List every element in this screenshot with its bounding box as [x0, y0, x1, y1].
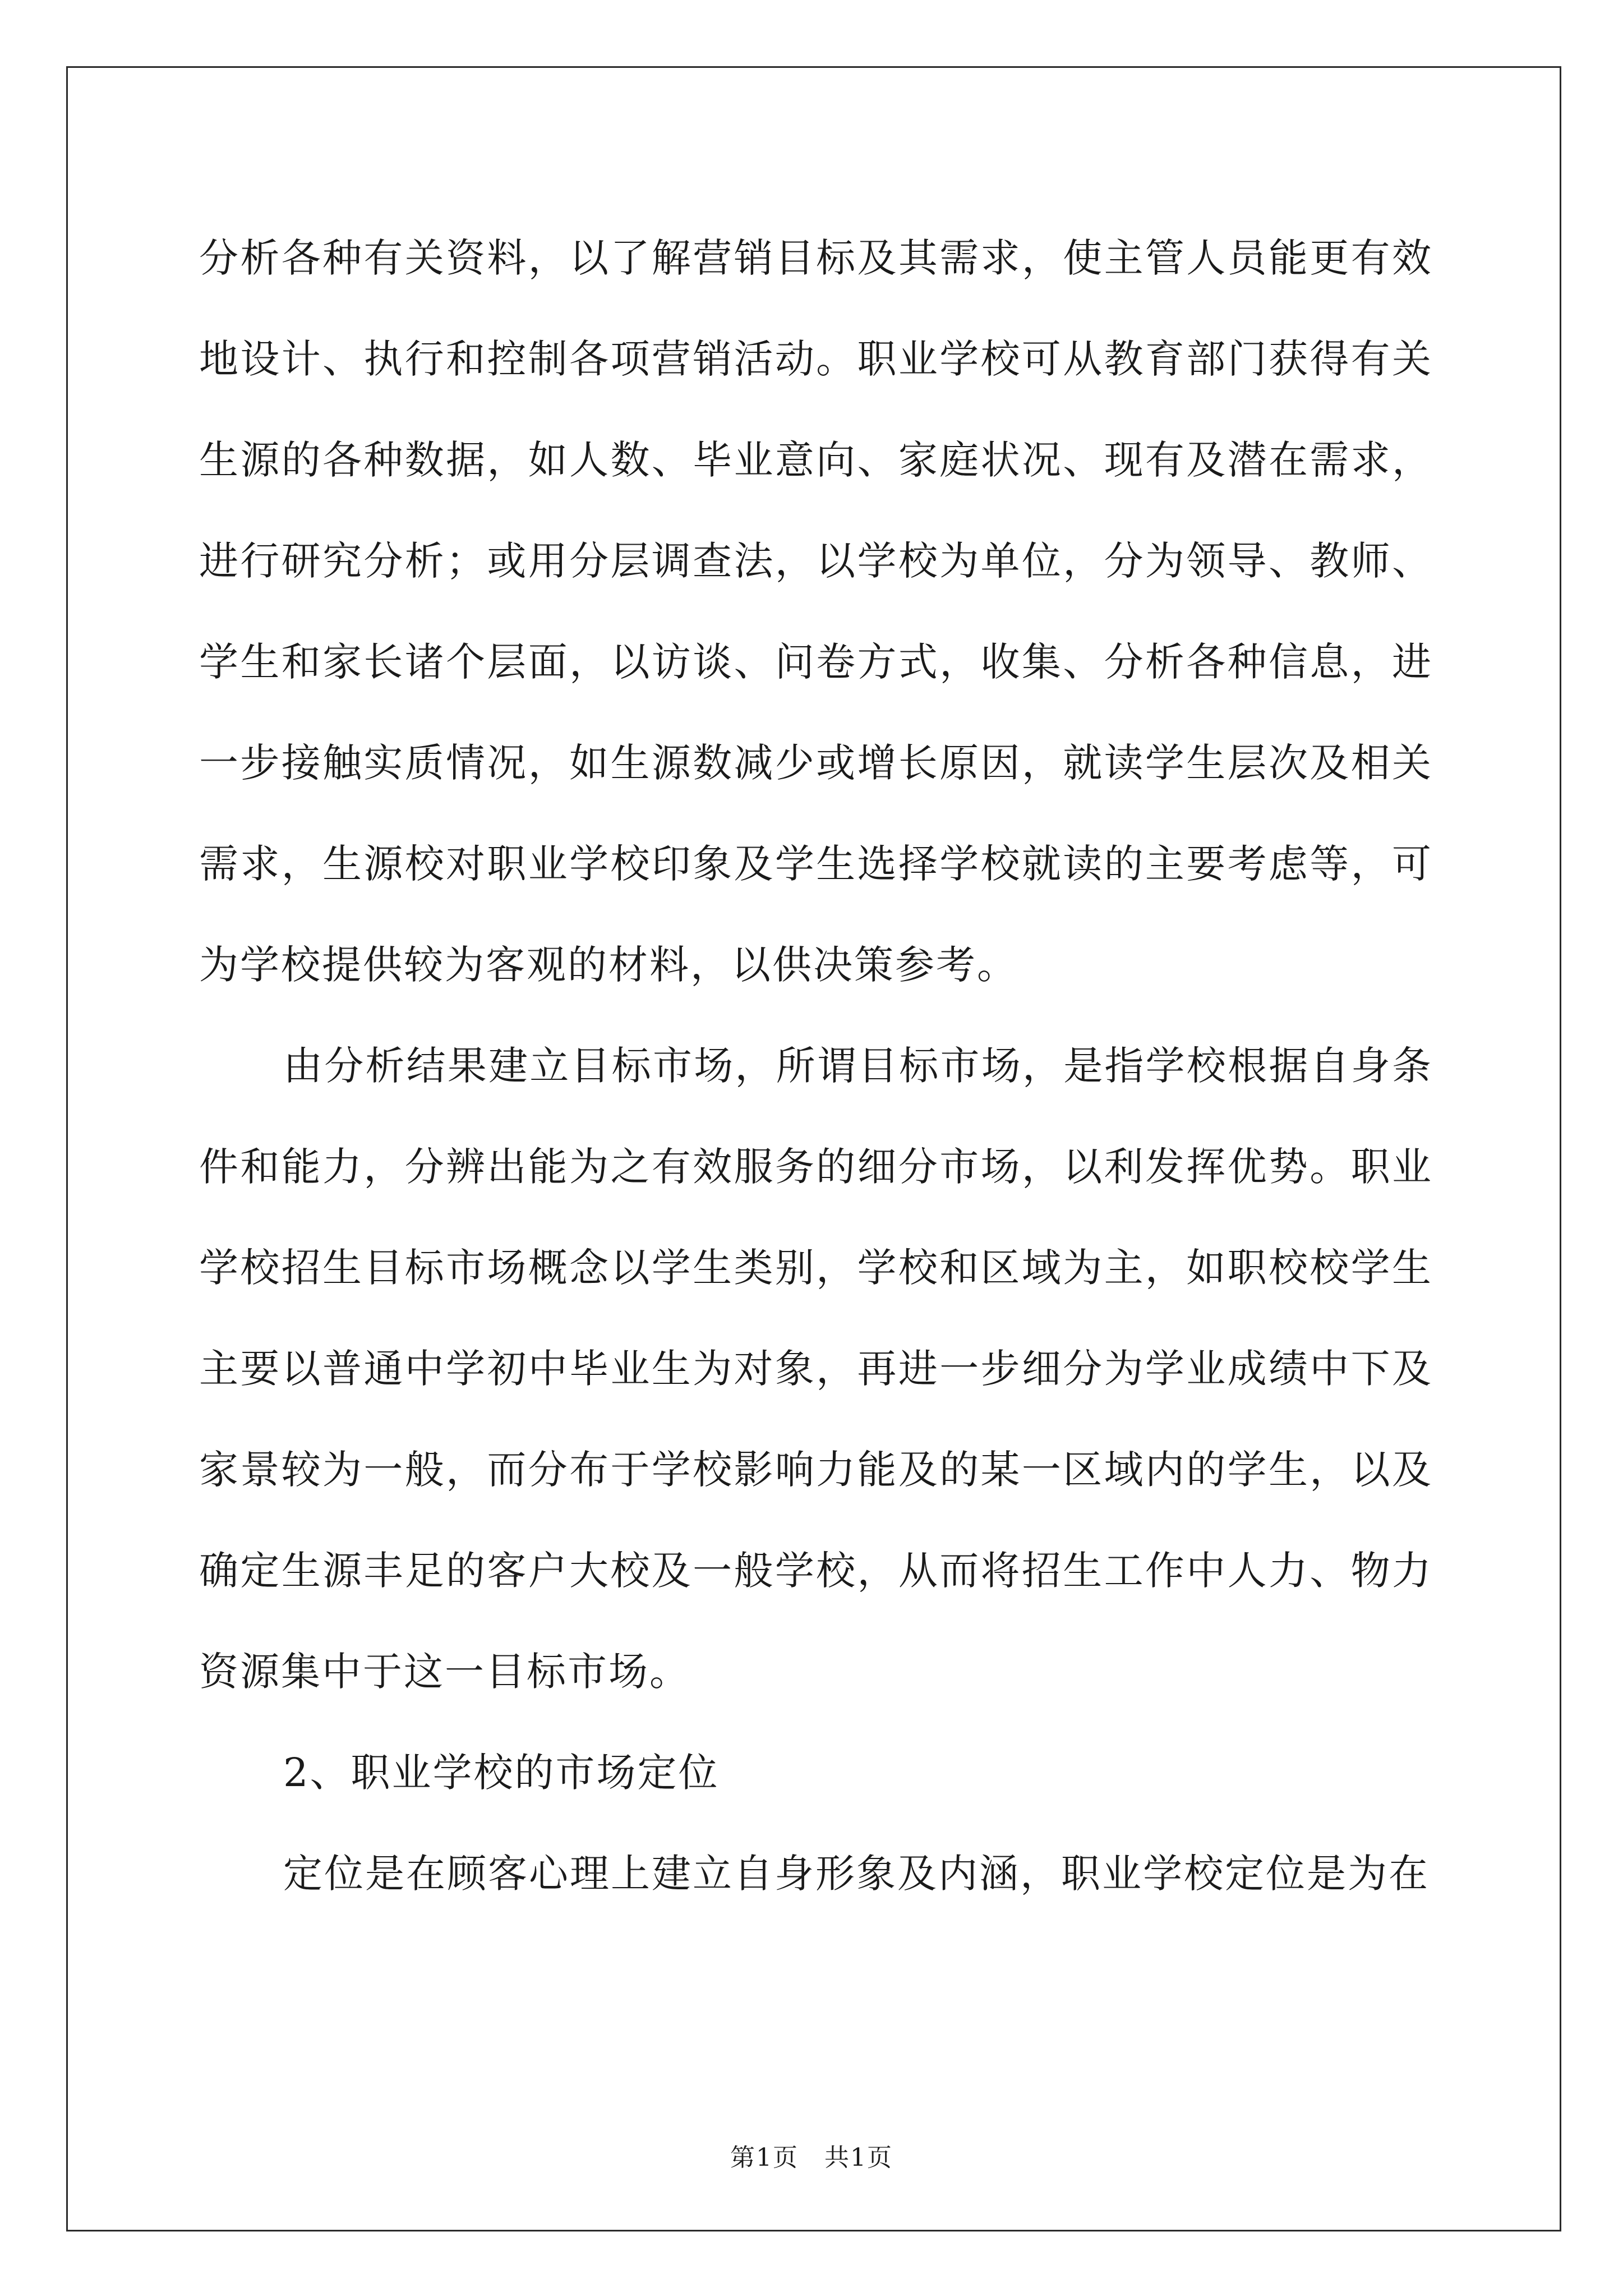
- document-body: [199, 208, 1433, 1924]
- section-heading: 2、职业学校的市场定位: [283, 1750, 720, 1796]
- paragraph-1: 分析各种有关资料，以了解营销目标及其需求，使主管人员能更有效地设计、执行和控制各项营销活动。职业学校可从教育部门获得有关生源的各种数据，如人数、毕业意向、家庭状况、现有及潜在需求，进行研究分析；或用分层调查法，以学校为单位，分为领导、教师、学生和家长诸个层面，以访谈、问卷方式，收集、分析各种信息，进一步接触实质情况，如生源数减少或增长原因，就读学生层次及相关需求，生源校对职业学校印象及学生选择学校就读的主要考虑等，可为学校提供较为客观的材料，以供决策参考。: [199, 235, 1433, 988]
- page-number-footer: 第1页 共1页: [730, 2143, 893, 2172]
- paragraph-3: 定位是在顾客心理上建立自身形象及内涵，职业学校定位是为在: [283, 1851, 1430, 1897]
- paragraph-2: 由分析结果建立目标市场，所谓目标市场，是指学校根据自身条件和能力，分辨出能为之有效服务的细分市场，以利发挥优势。职业学校招生目标市场概念以学生类别，学校和区域为主，如职校校学生主要以普通中学初中毕业生为对象，再进一步细分为学业成绩中下及家景较为一般，而分布于学校影响力能及的某一区域内的学生，以及确定生源丰足的客户大校及一般学校，从而将招生工作中人力、物力资源集中于这一目标市场。: [199, 1043, 1433, 1695]
